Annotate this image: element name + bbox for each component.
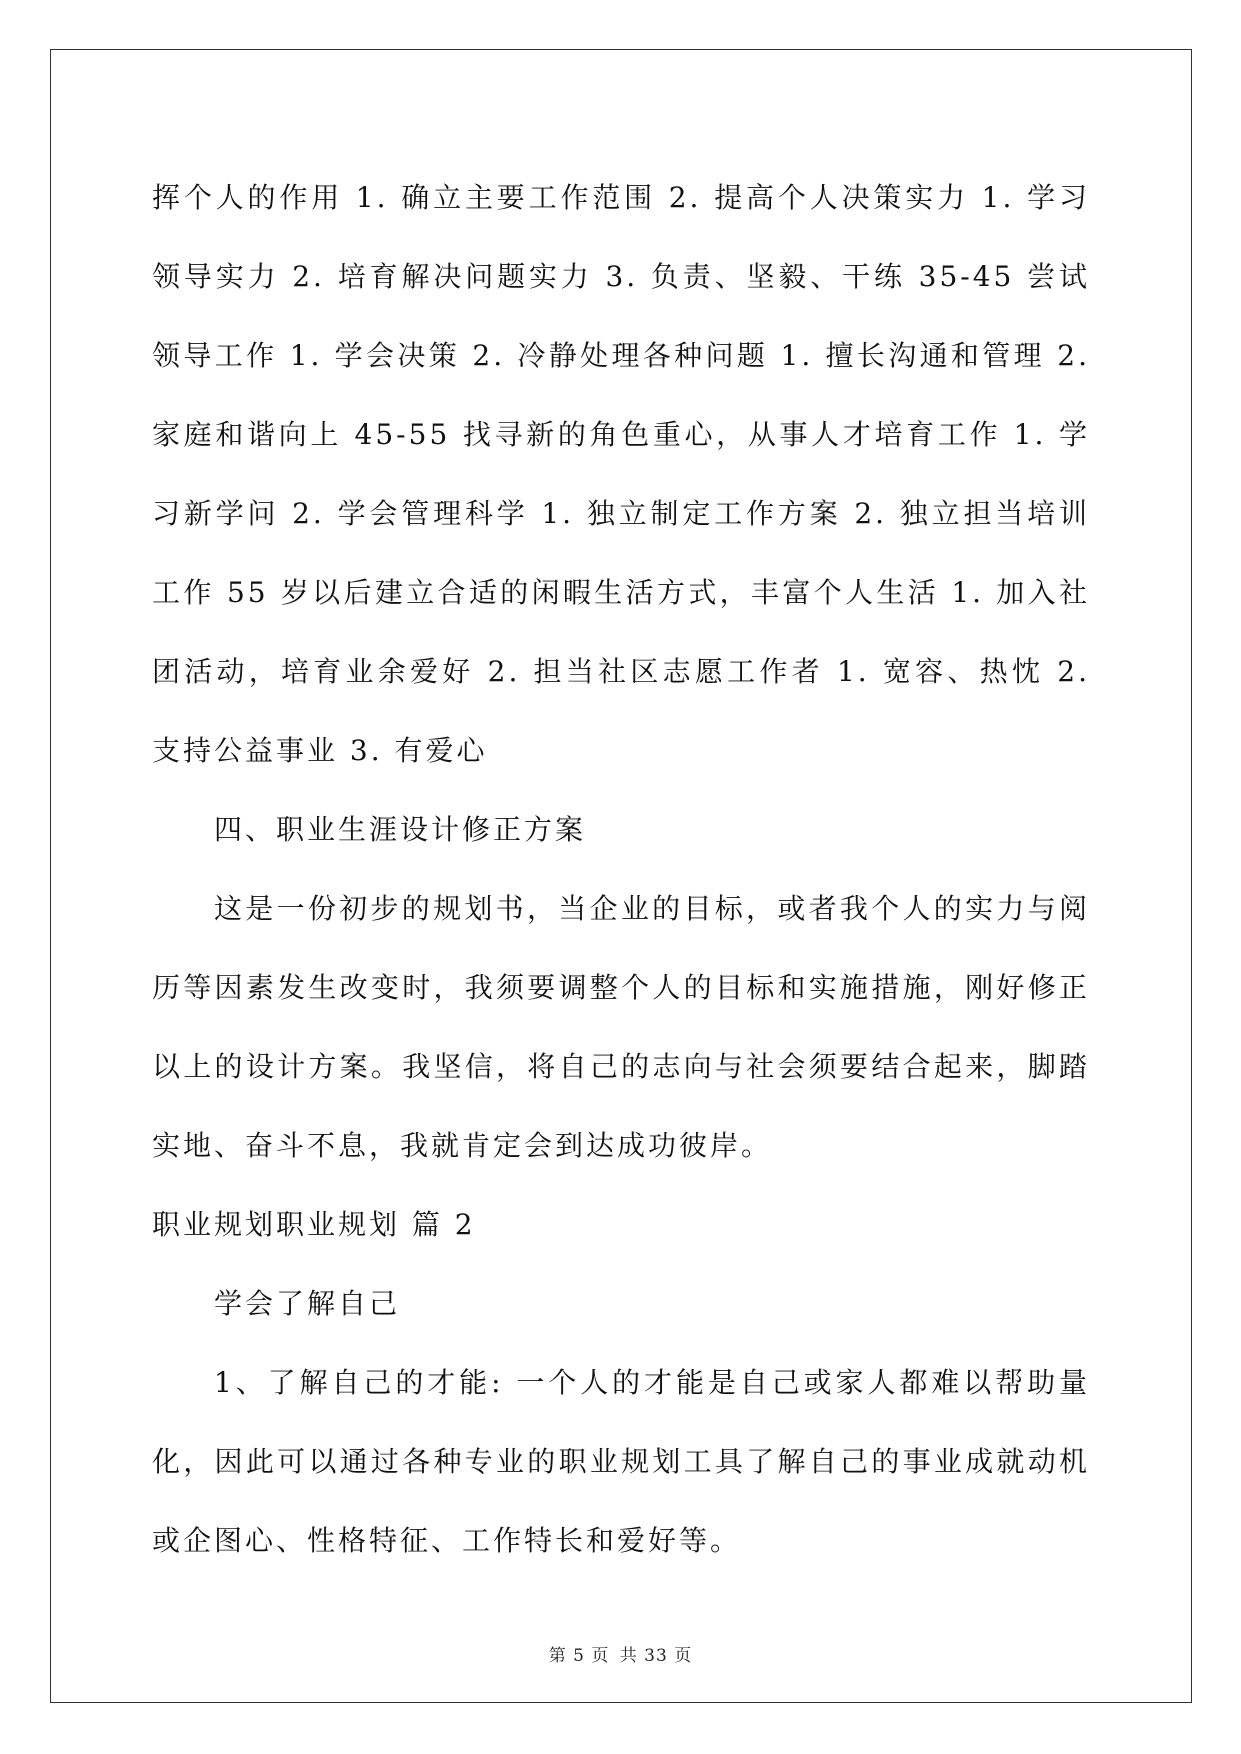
paragraph-career-plan-table-text: 挥个人的作用 1. 确立主要工作范围 2. 提高个人决策实力 1. 学习领导实力 2. 培育解决问题实力 3. 负责、坚毅、干练 35-45 尝试领导工作 1. 学会决策 2. 冷静处理各种问题 1. 擅长沟通和管理 2. 家庭和谐向上 45-55 找寻新的角色重心，从事人才培育工作 1. 学习新学问 2. 学会管理科学 1. 独立制定工作方案 2. 独立担当培训工作 55 岁以后建立合适的闲暇生活方式，丰富个人生活 1. 加入社团活动，培育业余爱好 2. 担当社区志愿工作者 1. 宽容、热忱 2. 支持公益事业 3. 有爱心 [152,181,1090,767]
paragraph-revision-body: 这是一份初步的规划书，当企业的目标，或者我个人的实力与阅历等因素发生改变时，我须要调整个人的目标和实施措施，刚好修正以上的设计方案。我坚信，将自己的志向与社会须要结合起来，脚踏实地、奋斗不息，我就肯定会到达成功彼岸。 [152,892,1090,1162]
page-number: 第 5 页 [548,1646,610,1666]
section-heading-know-yourself: 学会了解自己 [214,1287,401,1320]
page-footer [0,1641,1241,1666]
article-title: 职业规划职业规划 篇 2 [152,1208,476,1241]
total-pages: 共 33 页 [619,1646,693,1666]
document-body [152,158,1090,1580]
paragraph-know-your-talent: 1、了解自己的才能: 一个人的才能是自己或家人都难以帮助量化，因此可以通过各种专业的职业规划工具了解自己的事业成就动机或企图心、性格特征、工作特长和爱好等。 [152,1366,1090,1557]
section-heading-revision: 四、职业生涯设计修正方案 [214,813,587,846]
